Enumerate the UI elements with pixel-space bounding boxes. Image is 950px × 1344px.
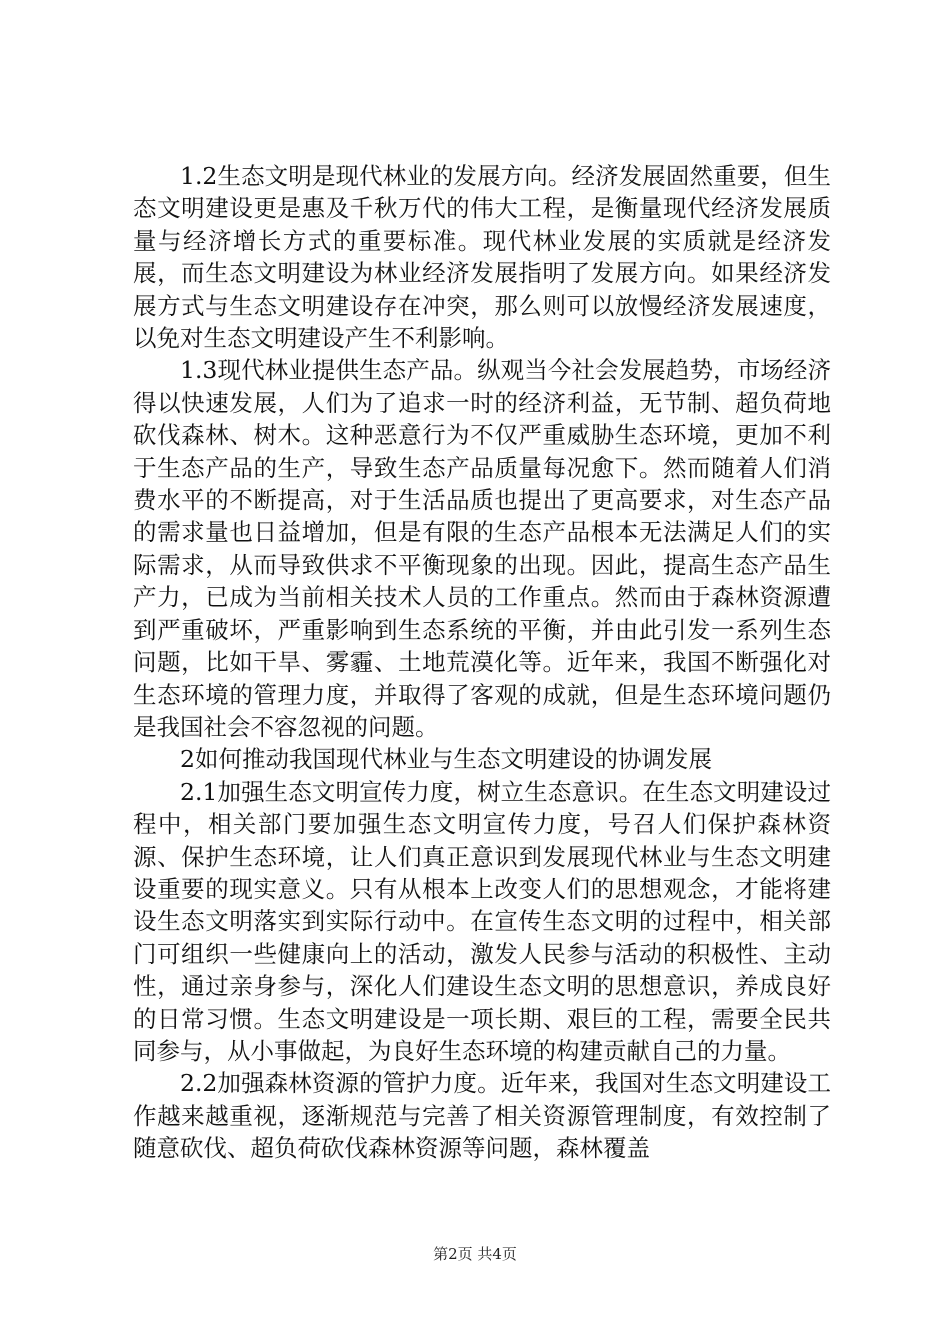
paragraph-1-2: 1.2生态文明是现代林业的发展方向。经济发展固然重要，但生态文明建设更是惠及千秋万代的伟大工程，是衡量现代经济发展质量与经济增长方式的重要标准。现代林业发展的实质就是经济发展，而生态文明建设为林业经济发展指明了发展方向。如果经济发展方式与生态文明建设存在冲突，那么则可以放慢经济发展速度，以免对生态文明建设产生不利影响。 [133,162,831,353]
paragraph-2-2: 2.2加强森林资源的管护力度。近年来，我国对生态文明建设工作越来越重视，逐渐规范与完善了相关资源管理制度，有效控制了随意砍伐、超负荷砍伐森林资源等问题，森林覆盖 [133,1069,831,1163]
paragraph-1-3: 1.3现代林业提供生态产品。纵观当今社会发展趋势，市场经济得以快速发展，人们为了追求一时的经济利益，无节制、超负荷地砍伐森林、树木。这种恶意行为不仅严重威胁生态环境，更加不利于生态产品的生产，导致生态产品质量每况愈下。然而随着人们消费水平的不断提高，对于生活品质也提出了更高要求，对生态产品的需求量也日益增加，但是有限的生态产品根本无法满足人们的实际需求，从而导致供求不平衡现象的出现。因此，提高生态产品生产力，已成为当前相关技术人员的工作重点。然而由于森林资源遭到严重破坏，严重影响到生态系统的平衡，并由此引发一系列生态问题，比如干旱、雾霾、土地荒漠化等。近年来，我国不断强化对生态环境的管理力度，并取得了客观的成就，但是生态环境问题仍是我国社会不容忽视的问题。 [133,356,831,741]
section-heading-2: 2如何推动我国现代林业与生态文明建设的协调发展 [180,745,712,774]
document-body [133,160,831,1165]
paragraph-2-1: 2.1加强生态文明宣传力度，树立生态意识。在生态文明建设过程中，相关部门要加强生态文明宣传力度，号召人们保护森林资源、保护生态环境，让人们真正意识到发展现代林业与生态文明建设重要的现实意义。只有从根本上改变人们的思想观念，才能将建设生态文明落实到实际行动中。在宣传生态文明的过程中，相关部门可组织一些健康向上的活动，激发人民参与活动的积极性、主动性，通过亲身参与，深化人们建设生态文明的思想意识，养成良好的日常习惯。生态文明建设是一项长期、艰巨的工程，需要全民共同参与，从小事做起，为良好生态环境的构建贡献自己的力量。 [133,777,831,1065]
page-number-footer: 第2页 共4页 [433,1245,517,1263]
